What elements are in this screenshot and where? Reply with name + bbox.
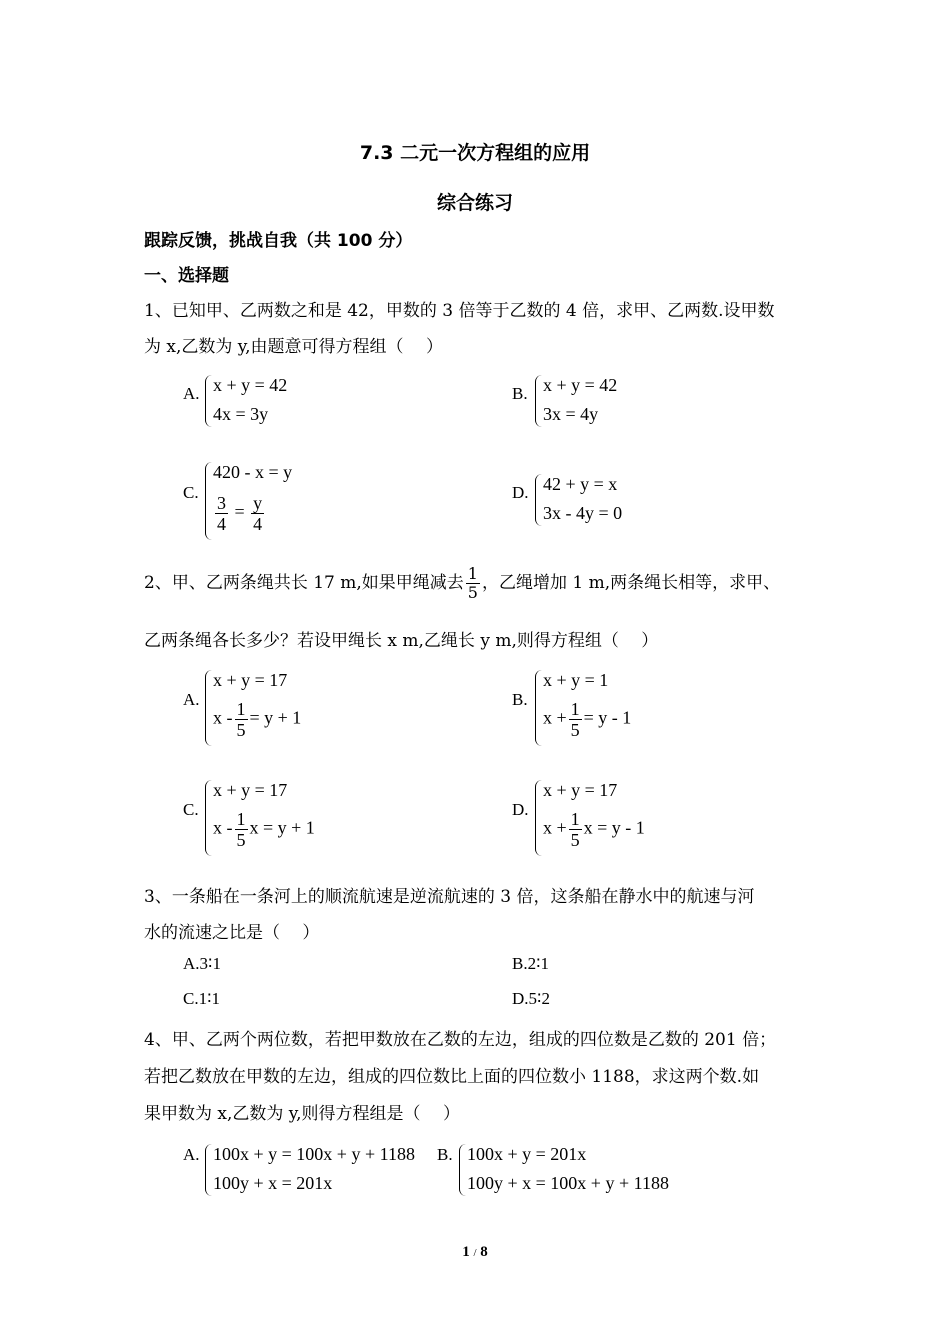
fraction: $\frac{y}{4}$ xyxy=(253,493,263,534)
fraction: $\frac{1}{5}$ xyxy=(570,809,580,850)
equation-line: 420 - x = y xyxy=(213,462,293,482)
q4-text-line2: 若把乙数放在甲数的左边，组成的四位数比上面的四位数小 1188，求这两个数.如 xyxy=(144,1067,760,1087)
equation-line: x + y = 17 xyxy=(543,780,618,800)
q4-option-b-label: B. xyxy=(437,1145,453,1164)
q1-text-line2: 为 x,乙数为 y,由题意可得方程组（ ） xyxy=(144,337,443,357)
equation-line: x - $\frac{1}{5}$ x = y + 1 xyxy=(213,809,315,850)
q2-option-a-brace xyxy=(205,670,212,746)
equation-line: 100x + y = 100x + y + 1188 xyxy=(213,1144,415,1164)
q4-option-b-brace xyxy=(459,1144,466,1196)
equation-line: x + y = 17 xyxy=(213,780,288,800)
q2-option-b-label: B. xyxy=(512,690,528,709)
q3-option-c: C.1∶1 xyxy=(183,989,221,1008)
q2-text-line1: 2、甲、乙两条绳共长 17 m,如果甲绳减去 $\frac{1}{5}$ ，乙绳增加 1 m,两条绳长相等，求甲、 xyxy=(144,564,781,602)
q1-text-line1: 1、已知甲、乙两数之和是 42，甲数的 3 倍等于乙数的 4 倍，求甲、乙两数.设甲数 xyxy=(144,301,775,321)
q1-option-d-label: D. xyxy=(512,483,529,502)
equation-line: x + y = 1 xyxy=(543,670,609,690)
q3-text-line1: 3、一条船在一条河上的顺流航速是逆流航速的 3 倍，这条船在静水中的航速与河 xyxy=(144,887,755,907)
q3-option-b: B.2∶1 xyxy=(512,954,550,973)
part-header: 一、选择题 xyxy=(144,266,229,286)
equation-line: 42 + y = x xyxy=(543,474,618,494)
equation-line: 3x - 4y = 0 xyxy=(543,503,623,523)
equation-line: x + y = 42 xyxy=(213,375,288,395)
equation-line: $\frac{3}{4}$ = $\frac{y}{4}$ xyxy=(217,493,263,534)
fraction: $\frac{3}{4}$ xyxy=(217,493,226,534)
section-header: 跟踪反馈，挑战自我（共 100 分） xyxy=(144,231,413,251)
q2-option-d-brace xyxy=(535,780,542,856)
fraction: $\frac{1}{5}$ xyxy=(467,564,478,602)
q2-text-line2: 乙两条绳各长多少？若设甲绳长 x m,乙绳长 y m,则得方程组（ ） xyxy=(144,631,659,651)
q4-text-line1: 4、甲、乙两个两位数，若把甲数放在乙数的左边，组成的四位数是乙数的 201 倍； xyxy=(144,1030,777,1050)
equation-line: 4x = 3y xyxy=(213,404,269,424)
q3-option-d: D.5∶2 xyxy=(512,989,550,1008)
q1-option-a-label: A. xyxy=(183,384,200,403)
equation-line: 3x = 4y xyxy=(543,404,599,424)
equation-line: x + $\frac{1}{5}$ x = y - 1 xyxy=(543,809,645,850)
q2-option-a-label: A. xyxy=(183,690,200,709)
equation-line: x + y = 17 xyxy=(213,670,288,690)
q1-option-c-label: C. xyxy=(183,483,199,502)
equation-line: 100x + y = 201x xyxy=(467,1144,587,1164)
equation-line: x + $\frac{1}{5}$ = y - 1 xyxy=(543,699,632,740)
q1-option-b-brace xyxy=(535,375,542,427)
q4-option-a-label: A. xyxy=(183,1145,200,1164)
q1-option-a-brace xyxy=(205,375,212,427)
q2-option-b-brace xyxy=(535,670,542,746)
q1-option-b-label: B. xyxy=(512,384,528,403)
equation-line: 100y + x = 201x xyxy=(213,1173,333,1193)
q1-option-d-brace xyxy=(535,474,542,526)
q3-option-a: A.3∶1 xyxy=(183,954,221,973)
page-number: 1 / 8 xyxy=(462,1244,488,1260)
fraction: $\frac{1}{5}$ xyxy=(236,809,246,850)
q3-text-line2: 水的流速之比是（ ） xyxy=(144,923,320,943)
fraction: $\frac{1}{5}$ xyxy=(236,699,246,740)
equation-line: x + y = 42 xyxy=(543,375,618,395)
equation-line: 100y + x = 100x + y + 1188 xyxy=(467,1173,669,1193)
q4-text-line3: 果甲数为 x,乙数为 y,则得方程组是（ ） xyxy=(144,1104,460,1124)
fraction: $\frac{1}{5}$ xyxy=(570,699,580,740)
q2-option-c-brace xyxy=(205,780,212,856)
q1-option-c-brace xyxy=(205,462,212,540)
page-subtitle: 综合练习 xyxy=(436,192,513,214)
page-title: 7.3 二元一次方程组的应用 xyxy=(359,142,591,164)
equation-line: x - $\frac{1}{5}$ = y + 1 xyxy=(213,699,302,740)
q4-option-a-brace xyxy=(205,1144,212,1196)
q2-option-d-label: D. xyxy=(512,800,529,819)
q2-option-c-label: C. xyxy=(183,800,199,819)
